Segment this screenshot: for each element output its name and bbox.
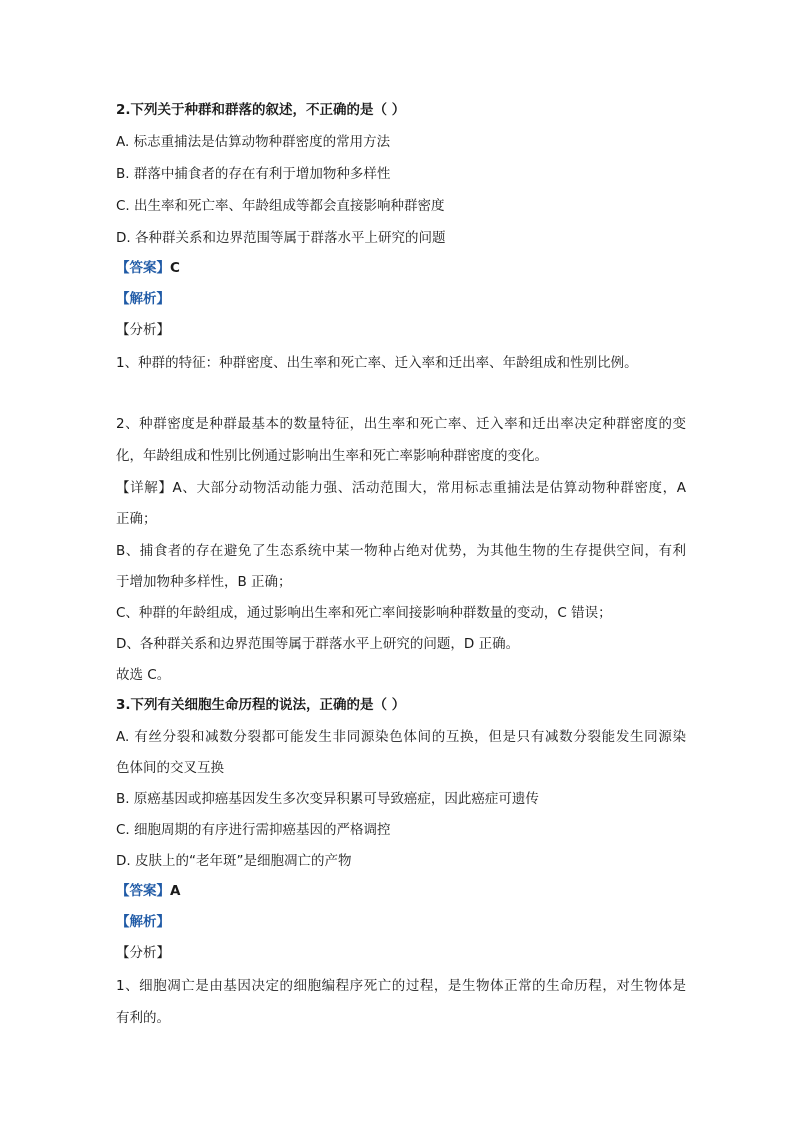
q2-detail-1 xyxy=(116,478,686,498)
q3-answer-line xyxy=(116,881,686,901)
q2-fenxi-1: 1、种群的特征：种群密度、出生率和死亡率、迁入率和迁出率、年龄组成和性别比例。 xyxy=(116,355,638,371)
q2-stem: 2.下列关于种群和群落的叙述，不正确的是（ ） xyxy=(116,102,406,118)
detail-tag: 【详解】 xyxy=(116,480,173,496)
q2-detail-6: D、各种群关系和边界范围等属于群落水平上研究的问题，D 正确。 xyxy=(116,636,520,652)
q2-detail-2: 正确； xyxy=(116,511,157,527)
analysis-tag: 【解析】 xyxy=(116,914,170,930)
q2-option-a: A. 标志重捕法是估算动物种群密度的常用方法 xyxy=(116,134,391,150)
q2-fenxi-2: 2、种群密度是种群最基本的数量特征，出生率和死亡率、迁入率和迁出率决定种群密度的变 xyxy=(116,416,686,432)
q2-answer-line xyxy=(116,258,686,278)
q3-option-b: B. 原癌基因或抑癌基因发生多次变异积累可导致癌症，因此癌症可遗传 xyxy=(116,791,539,807)
answer-value: C xyxy=(170,260,180,276)
answer-tag: 【答案】 xyxy=(116,260,170,276)
fenxi-tag: 【分析】 xyxy=(116,322,170,338)
q2-option-d: D. 各种群关系和边界范围等属于群落水平上研究的问题 xyxy=(116,230,446,246)
q2-detail-3: B、捕食者的存在避免了生态系统中某一物种占绝对优势，为其他生物的生存提供空间，有利 xyxy=(116,543,686,559)
answer-tag: 【答案】 xyxy=(116,883,170,899)
analysis-tag: 【解析】 xyxy=(116,291,170,307)
detail-text: A、大部分动物活动能力强、活动范围大，常用标志重捕法是估算动物种群密度，A xyxy=(172,480,686,496)
q3-option-c: C. 细胞周期的有序进行需抑癌基因的严格调控 xyxy=(116,822,391,838)
q3-fenxi-2: 有利的。 xyxy=(116,1010,170,1026)
q2-conclusion: 故选 C。 xyxy=(116,667,171,683)
q2-detail-5: C、种群的年龄组成，通过影响出生率和死亡率间接影响种群数量的变动，C 错误； xyxy=(116,605,612,621)
q3-fenxi-1: 1、细胞凋亡是由基因决定的细胞编程序死亡的过程，是生物体正常的生命历程，对生物体是 xyxy=(116,978,686,994)
q3-option-a-cont: 色体间的交叉互换 xyxy=(116,760,224,776)
q2-option-b: B. 群落中捕食者的存在有利于增加物种多样性 xyxy=(116,166,391,182)
q2-option-c: C. 出生率和死亡率、年龄组成等都会直接影响种群密度 xyxy=(116,198,445,214)
q2-fenxi-3: 化，年龄组成和性别比例通过影响出生率和死亡率影响种群密度的变化。 xyxy=(116,448,548,464)
q2-detail-4: 于增加物种多样性，B 正确； xyxy=(116,574,292,590)
q3-option-a: A. 有丝分裂和减数分裂都可能发生非同源染色体间的互换，但是只有减数分裂能发生同源染 xyxy=(116,729,686,745)
q3-option-d: D. 皮肤上的“老年斑”是细胞凋亡的产物 xyxy=(116,853,352,869)
answer-value: A xyxy=(170,883,181,899)
q3-stem: 3.下列有关细胞生命历程的说法，正确的是（ ） xyxy=(116,697,406,713)
fenxi-tag: 【分析】 xyxy=(116,945,170,961)
